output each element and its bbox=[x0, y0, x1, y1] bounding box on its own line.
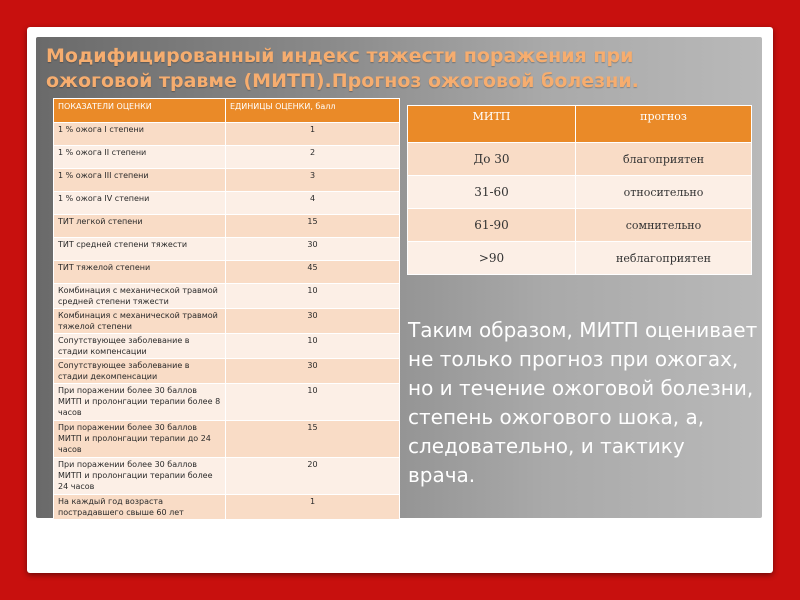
table-row bbox=[54, 421, 400, 458]
table-row bbox=[54, 146, 400, 169]
score-cell: 10 bbox=[226, 384, 400, 421]
indicator-cell: 1 % ожога III степени bbox=[54, 169, 226, 192]
score-cell: 30 bbox=[226, 359, 400, 384]
mitp-range-cell: 61-90 bbox=[408, 209, 576, 242]
score-cell: 45 bbox=[226, 261, 400, 284]
indicator-cell: При поражении более 30 баллов МИТП и пролонгации терапии более 8 часов bbox=[54, 384, 226, 421]
indicator-cell: При поражении более 30 баллов МИТП и пролонгации терапии более 24 часов bbox=[54, 458, 226, 495]
scoring-table bbox=[53, 98, 400, 520]
score-cell: 1 bbox=[226, 495, 400, 520]
indicator-cell: Сопутствующее заболевание в стадии компенсации bbox=[54, 334, 226, 359]
indicator-cell: 1 % ожога II степени bbox=[54, 146, 226, 169]
mitp-range-cell: До 30 bbox=[408, 143, 576, 176]
table-row bbox=[54, 215, 400, 238]
indicator-cell: 1 % ожога I степени bbox=[54, 123, 226, 146]
indicator-cell: При поражении более 30 баллов МИТП и пролонгации терапии до 24 часов bbox=[54, 421, 226, 458]
table-row bbox=[408, 209, 752, 242]
score-cell: 15 bbox=[226, 215, 400, 238]
table-row bbox=[54, 384, 400, 421]
indicator-cell: Комбинация с механической травмой средней степени тяжести bbox=[54, 284, 226, 309]
score-cell: 30 bbox=[226, 238, 400, 261]
indicator-cell: ТИТ средней степени тяжести bbox=[54, 238, 226, 261]
score-cell: 30 bbox=[226, 309, 400, 334]
column-header-mitp: МИТП bbox=[408, 106, 576, 143]
table-row bbox=[54, 123, 400, 146]
indicator-cell: ТИТ тяжелой степени bbox=[54, 261, 226, 284]
table-row bbox=[54, 359, 400, 384]
table-row bbox=[408, 242, 752, 275]
score-cell: 10 bbox=[226, 284, 400, 309]
slide-title: Модифицированный индекс тяжести поражения при ожоговой травме (МИТП).Прогноз ожоговой болезни. bbox=[46, 45, 639, 92]
conclusion-text: Таким образом, МИТП оценивает не только прогноз при ожогах, но и течение ожоговой болезни, степень ожогового шока, а, следовательно, и тактику врача. bbox=[408, 318, 758, 487]
prognosis-table-body bbox=[408, 143, 752, 275]
score-cell: 20 bbox=[226, 458, 400, 495]
table-row bbox=[54, 238, 400, 261]
mitp-range-cell: >90 bbox=[408, 242, 576, 275]
table-row bbox=[54, 495, 400, 520]
indicator-cell: Комбинация с механической травмой тяжелой степени bbox=[54, 309, 226, 334]
table-row bbox=[54, 458, 400, 495]
table-row bbox=[408, 143, 752, 176]
table-row bbox=[54, 169, 400, 192]
prognosis-table bbox=[407, 105, 752, 275]
score-cell: 2 bbox=[226, 146, 400, 169]
column-header-indicator: ПОКАЗАТЕЛИ ОЦЕНКИ bbox=[54, 99, 226, 123]
table-row bbox=[54, 309, 400, 334]
table-row bbox=[54, 261, 400, 284]
scoring-table-body bbox=[54, 123, 400, 520]
column-header-units: ЕДИНИЦЫ ОЦЕНКИ, балл bbox=[226, 99, 400, 123]
score-cell: 3 bbox=[226, 169, 400, 192]
table-row bbox=[54, 334, 400, 359]
score-cell: 4 bbox=[226, 192, 400, 215]
table-row bbox=[54, 284, 400, 309]
table-row bbox=[408, 176, 752, 209]
score-cell: 10 bbox=[226, 334, 400, 359]
indicator-cell: 1 % ожога IV степени bbox=[54, 192, 226, 215]
table-row bbox=[54, 192, 400, 215]
score-cell: 1 bbox=[226, 123, 400, 146]
prognosis-cell: относительно bbox=[576, 176, 752, 209]
score-cell: 15 bbox=[226, 421, 400, 458]
prognosis-cell: сомнительно bbox=[576, 209, 752, 242]
indicator-cell: ТИТ легкой степени bbox=[54, 215, 226, 238]
column-header-prognosis: прогноз bbox=[576, 106, 752, 143]
indicator-cell: Сопутствующее заболевание в стадии декомпенсации bbox=[54, 359, 226, 384]
prognosis-cell: неблагоприятен bbox=[576, 242, 752, 275]
prognosis-cell: благоприятен bbox=[576, 143, 752, 176]
mitp-range-cell: 31-60 bbox=[408, 176, 576, 209]
indicator-cell: На каждый год возраста пострадавшего свыше 60 лет bbox=[54, 495, 226, 520]
